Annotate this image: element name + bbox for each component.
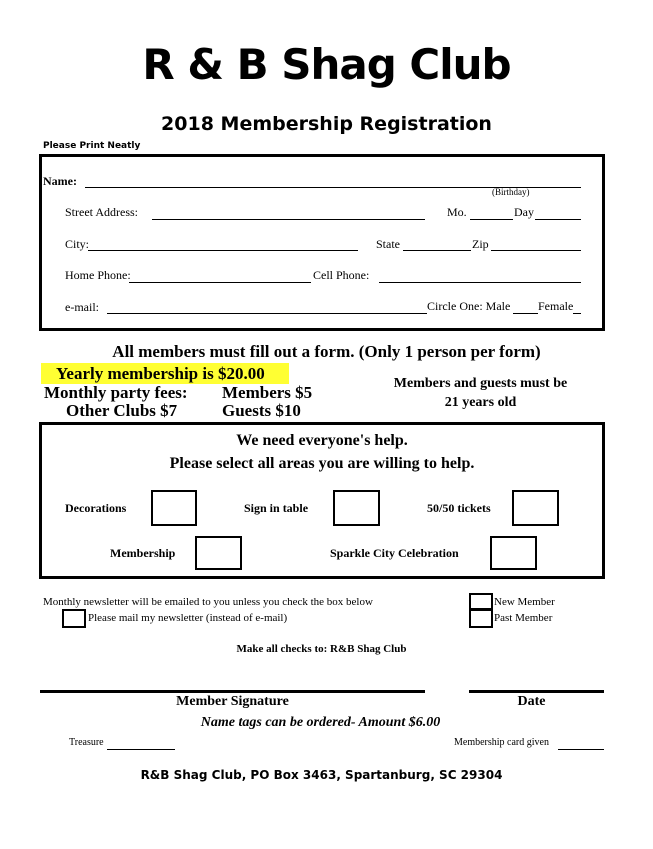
new-member-checkbox[interactable] — [469, 593, 493, 610]
other-clubs-fee: Other Clubs $7 — [66, 401, 178, 420]
mail-newsletter-checkbox[interactable] — [62, 609, 86, 628]
print-note: Please Print Neatly — [43, 141, 141, 151]
tickets-checkbox[interactable] — [512, 490, 559, 526]
cell-phone-label: Cell Phone: — [313, 268, 370, 282]
decorations-checkbox[interactable] — [151, 490, 197, 526]
mail-newsletter-label: Please mail my newsletter (instead of e-mail) — [88, 612, 288, 624]
treasure-label: Treasure — [69, 737, 104, 748]
birthday-label: (Birthday) — [492, 187, 530, 197]
date-label: Date — [517, 694, 546, 709]
sparkle-city-label: Sparkle City Celebration — [330, 546, 459, 560]
date-line[interactable] — [469, 688, 604, 693]
street-label: Street Address: — [65, 205, 138, 219]
sign-in-label: Sign in table — [244, 501, 309, 515]
members-fee: Members $5 — [222, 383, 313, 402]
mo-label: Mo. — [447, 205, 467, 219]
signature-line[interactable] — [40, 688, 425, 693]
new-member-label: New Member — [494, 596, 555, 608]
home-phone-field[interactable] — [129, 268, 311, 283]
state-label: State — [376, 237, 400, 251]
city-field[interactable] — [88, 237, 358, 251]
home-phone-label: Home Phone: — [65, 268, 131, 282]
state-field[interactable] — [403, 237, 471, 251]
zip-label: Zip — [472, 237, 489, 251]
name-tags-note: Name tags can be ordered- Amount $6.00 — [200, 715, 441, 730]
tickets-label: 50/50 tickets — [427, 501, 491, 515]
sparkle-city-checkbox[interactable] — [490, 536, 537, 570]
treasure-field[interactable] — [107, 737, 175, 750]
name-field[interactable] — [85, 174, 581, 188]
membership-checkbox[interactable] — [195, 536, 242, 570]
help-heading: We need everyone's help. — [236, 432, 408, 449]
one-per-form-note: All members must fill out a form. (Only 1 person per form) — [112, 342, 541, 361]
month-field[interactable] — [470, 205, 513, 220]
city-label: City: — [65, 237, 90, 251]
street-field[interactable] — [152, 205, 425, 220]
email-label: e-mail: — [65, 300, 99, 314]
past-member-checkbox[interactable] — [469, 609, 493, 628]
form-subtitle: 2018 Membership Registration — [161, 113, 492, 135]
zip-field[interactable] — [491, 237, 581, 251]
checks-payable-note: Make all checks to: R&B Shag Club — [236, 643, 407, 655]
card-given-label: Membership card given — [454, 737, 549, 748]
past-member-label: Past Member — [494, 612, 553, 624]
day-field[interactable] — [535, 205, 581, 220]
day-label: Day — [514, 205, 534, 219]
sign-in-checkbox[interactable] — [333, 490, 380, 526]
age-note-line-1: Members and guests must be — [393, 376, 568, 391]
gender-male-label[interactable]: Circle One: Male — [427, 299, 513, 314]
card-given-field[interactable] — [558, 737, 604, 750]
decorations-label: Decorations — [65, 501, 127, 515]
age-note-line-2: 21 years old — [444, 395, 517, 410]
cell-phone-field[interactable] — [379, 268, 581, 283]
guests-fee: Guests $10 — [222, 401, 301, 420]
monthly-fees-label: Monthly party fees: — [44, 383, 188, 402]
yearly-fee: Yearly membership is $20.00 — [56, 364, 265, 383]
club-mailing-address: R&B Shag Club, PO Box 3463, Spartanburg, SC 29304 — [140, 768, 503, 782]
help-subheading: Please select all areas you are willing to help. — [169, 455, 475, 472]
newsletter-notice: Monthly newsletter will be emailed to you unless you check the box below — [43, 596, 373, 608]
club-title: R & B Shag Club — [142, 40, 511, 89]
membership-label: Membership — [110, 546, 176, 560]
signature-label: Member Signature — [176, 694, 289, 709]
gender-female-label[interactable]: Female — [538, 299, 574, 313]
name-label: Name: — [43, 174, 77, 188]
